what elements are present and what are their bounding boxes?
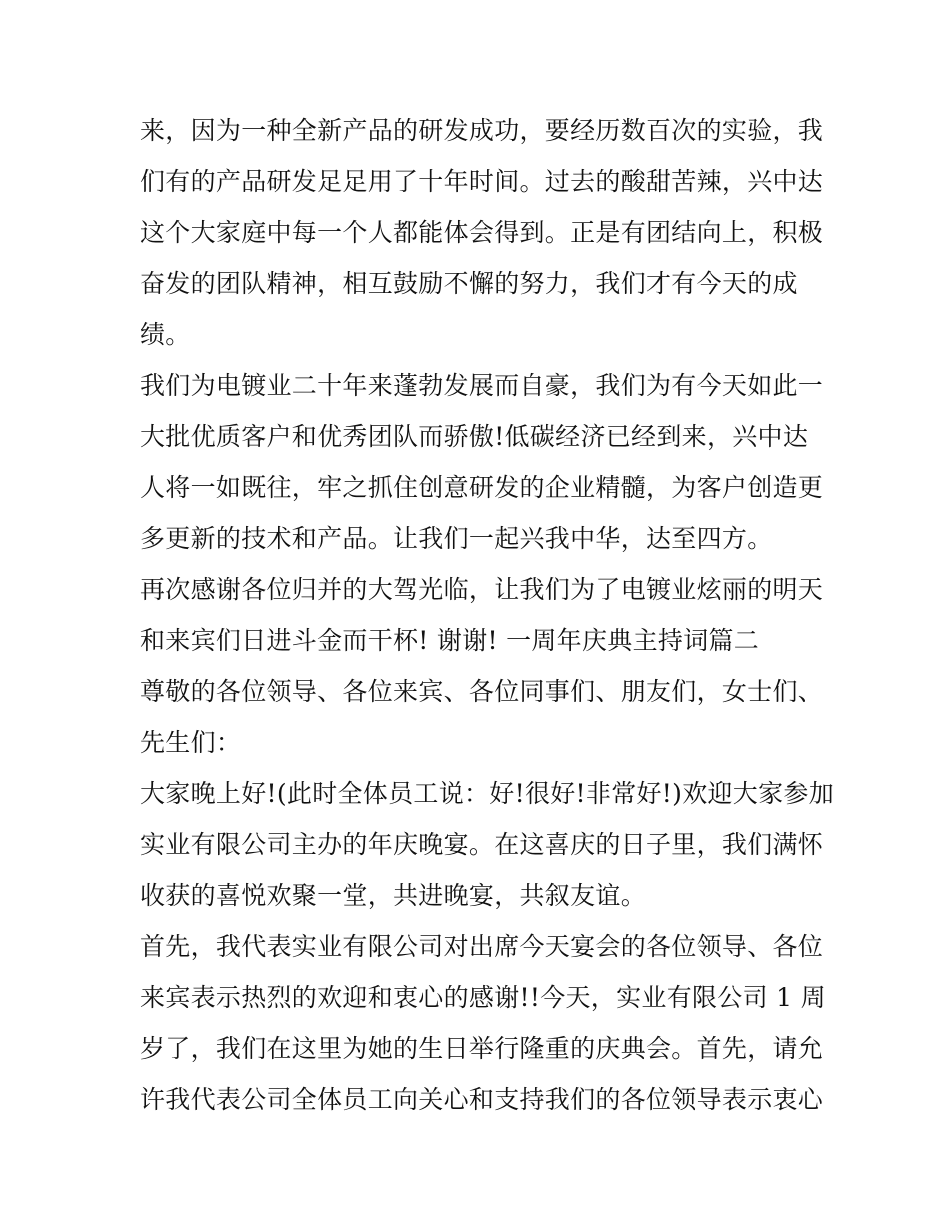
- text-line: 岁了，我们在这里为她的生日举行隆重的庆典会。首先，请允: [140, 1034, 824, 1063]
- document-body: [140, 105, 834, 1125]
- text-line: 尊敬的各位领导、各位来宾、各位同事们、朋友们，女士们、: [140, 677, 824, 706]
- text-line: 多更新的技术和产品。让我们一起兴我中华，达至四方。: [140, 524, 773, 553]
- text-line: 奋发的团队精神，相互鼓励不懈的努力，我们才有今天的成: [140, 269, 798, 298]
- text-line: 我们为电镀业二十年来蓬勃发展而自豪，我们为有今天如此一: [140, 371, 824, 400]
- text-line: 大批优质客户和优秀团队而骄傲!低碳经济已经到来，兴中达: [140, 422, 809, 451]
- text-line: 人将一如既往，牢之抓住创意研发的企业精髓，为客户创造更: [140, 473, 824, 502]
- text-line: 大家晚上好!(此时全体员工说：好!很好!非常好!)欢迎大家参加: [140, 779, 834, 808]
- text-line: 和来宾们日进斗金而干杯! 谢谢! 一周年庆典主持词篇二: [140, 626, 760, 655]
- text-line: 来，因为一种全新产品的研发成功，要经历数百次的实验，我: [140, 116, 824, 145]
- text-line: 收获的喜悦欢聚一堂，共进晚宴，共叙友谊。: [140, 881, 647, 910]
- text-line: 实业有限公司主办的年庆晚宴。在这喜庆的日子里，我们满怀: [140, 830, 824, 859]
- text-line: 来宾表示热烈的欢迎和衷心的感谢!!今天，实业有限公司 1 周: [140, 983, 826, 1012]
- text-line: 再次感谢各位归并的大驾光临，让我们为了电镀业炫丽的明天: [140, 575, 824, 604]
- text-line: 这个大家庭中每一个人都能体会得到。正是有团结向上，积极: [140, 218, 824, 247]
- text-line: 先生们：: [140, 728, 242, 757]
- text-line: 绩。: [140, 320, 191, 349]
- text-line: 们有的产品研发足足用了十年时间。过去的酸甜苦辣，兴中达: [140, 167, 824, 196]
- text-line: 首先，我代表实业有限公司对出席今天宴会的各位领导、各位: [140, 932, 824, 961]
- text-line: 许我代表公司全体员工向关心和支持我们的各位领导表示衷心: [140, 1085, 824, 1114]
